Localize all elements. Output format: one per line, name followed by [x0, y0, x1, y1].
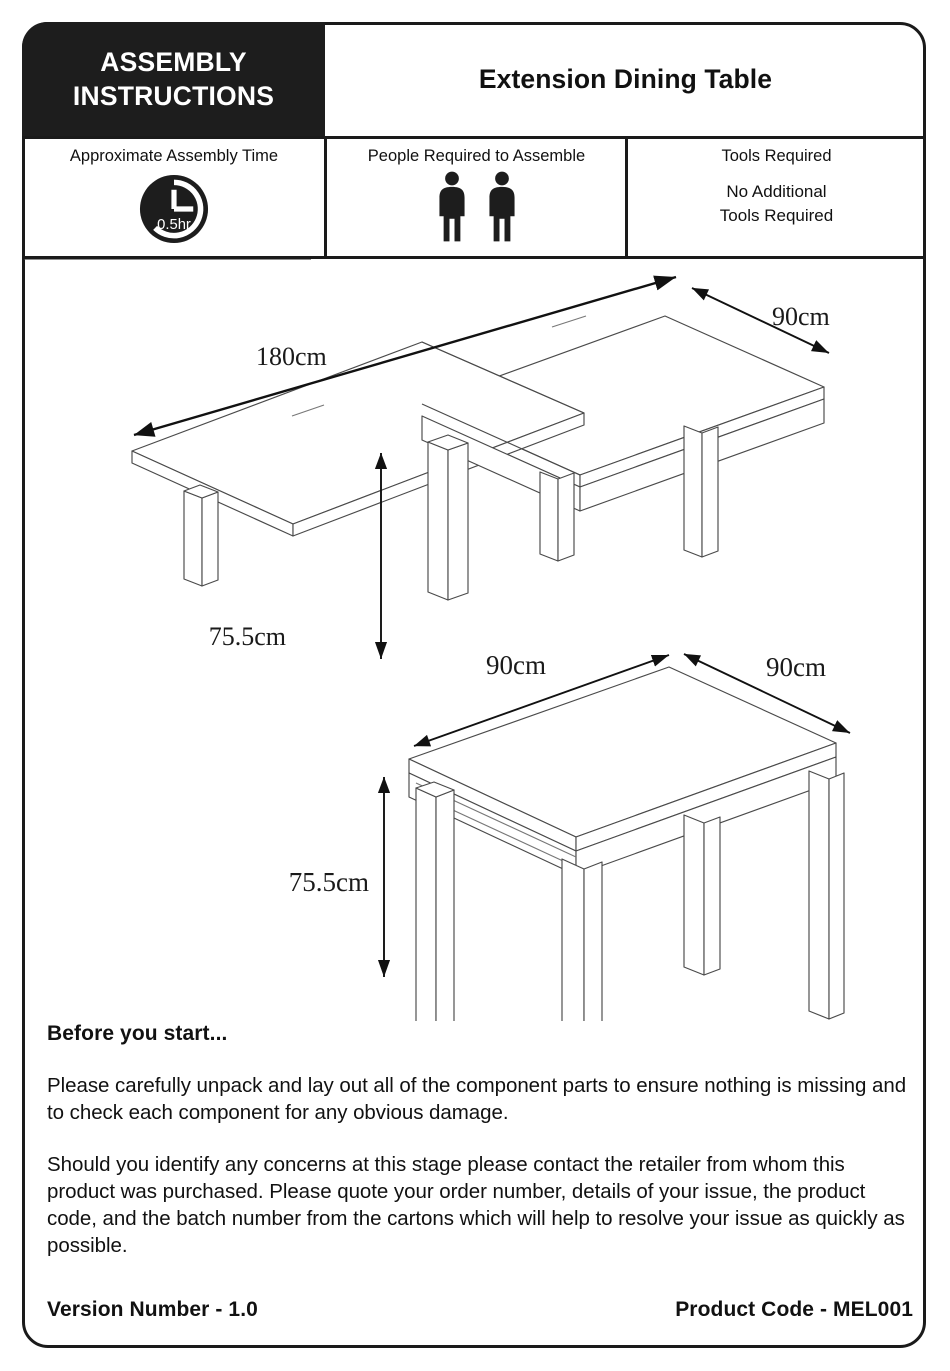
document-footer	[47, 1298, 913, 1322]
before-you-start-heading: Before you start...	[47, 1022, 228, 1045]
dimension-180cm-label: 180cm	[256, 342, 327, 371]
dimension-90cm-depth-bottom-label: 90cm	[766, 652, 826, 682]
assembly-instructions-banner	[22, 22, 325, 136]
dimension-755cm-height-top-label: 75.5cm	[208, 622, 286, 651]
banner-line-1: ASSEMBLY	[100, 46, 247, 77]
tools-required-label: Tools Required	[721, 147, 832, 165]
product-title-cell	[325, 22, 926, 136]
extended-table-drawing	[24, 259, 824, 600]
product-diagrams	[24, 259, 924, 1021]
assembly-time-label: Approximate Assembly Time	[69, 147, 279, 165]
tools-required-cell	[629, 138, 924, 256]
person-icon	[485, 171, 519, 243]
compact-table-drawing	[409, 667, 844, 1021]
before-you-start-section	[47, 1022, 909, 1284]
assembly-time-cell	[24, 138, 324, 256]
info-column-divider-1	[324, 136, 327, 258]
body-paragraph-2: Should you identify any concerns at this stage please contact the retailer from whom this product was purchased. Please quote your order number, details of your issue, the product code, and the batch number from the cartons which will help to resolve your issue as quickly as possible.	[47, 1152, 905, 1258]
clock-value-text: 0.5hr	[157, 216, 191, 233]
clock-icon	[137, 172, 211, 251]
people-required-cell	[328, 138, 625, 256]
people-required-label: People Required to Assemble	[367, 147, 586, 165]
dimension-755cm-height-bottom-label: 75.5cm	[288, 867, 369, 897]
tools-required-value-line-1: No Additional	[726, 181, 827, 201]
person-icon	[435, 171, 469, 243]
page-title: Extension Dining Table	[478, 63, 773, 94]
product-code: Product Code - MEL001	[675, 1298, 913, 1321]
people-icons-group	[435, 171, 519, 243]
body-paragraph-1: Please carefully unpack and lay out all of the component parts to ensure nothing is missing and to check each component for any obvious damage.	[47, 1074, 907, 1125]
version-number: Version Number - 1.0	[47, 1298, 258, 1321]
tools-required-value-line-2: Tools Required	[719, 205, 834, 225]
dimension-90cm-width-bottom-label: 90cm	[486, 650, 546, 680]
diagrams-svg	[24, 259, 924, 1021]
info-column-divider-2	[625, 136, 628, 258]
banner-line-2: INSTRUCTIONS	[72, 80, 275, 111]
dimension-90cm-depth-top-label: 90cm	[772, 302, 830, 331]
